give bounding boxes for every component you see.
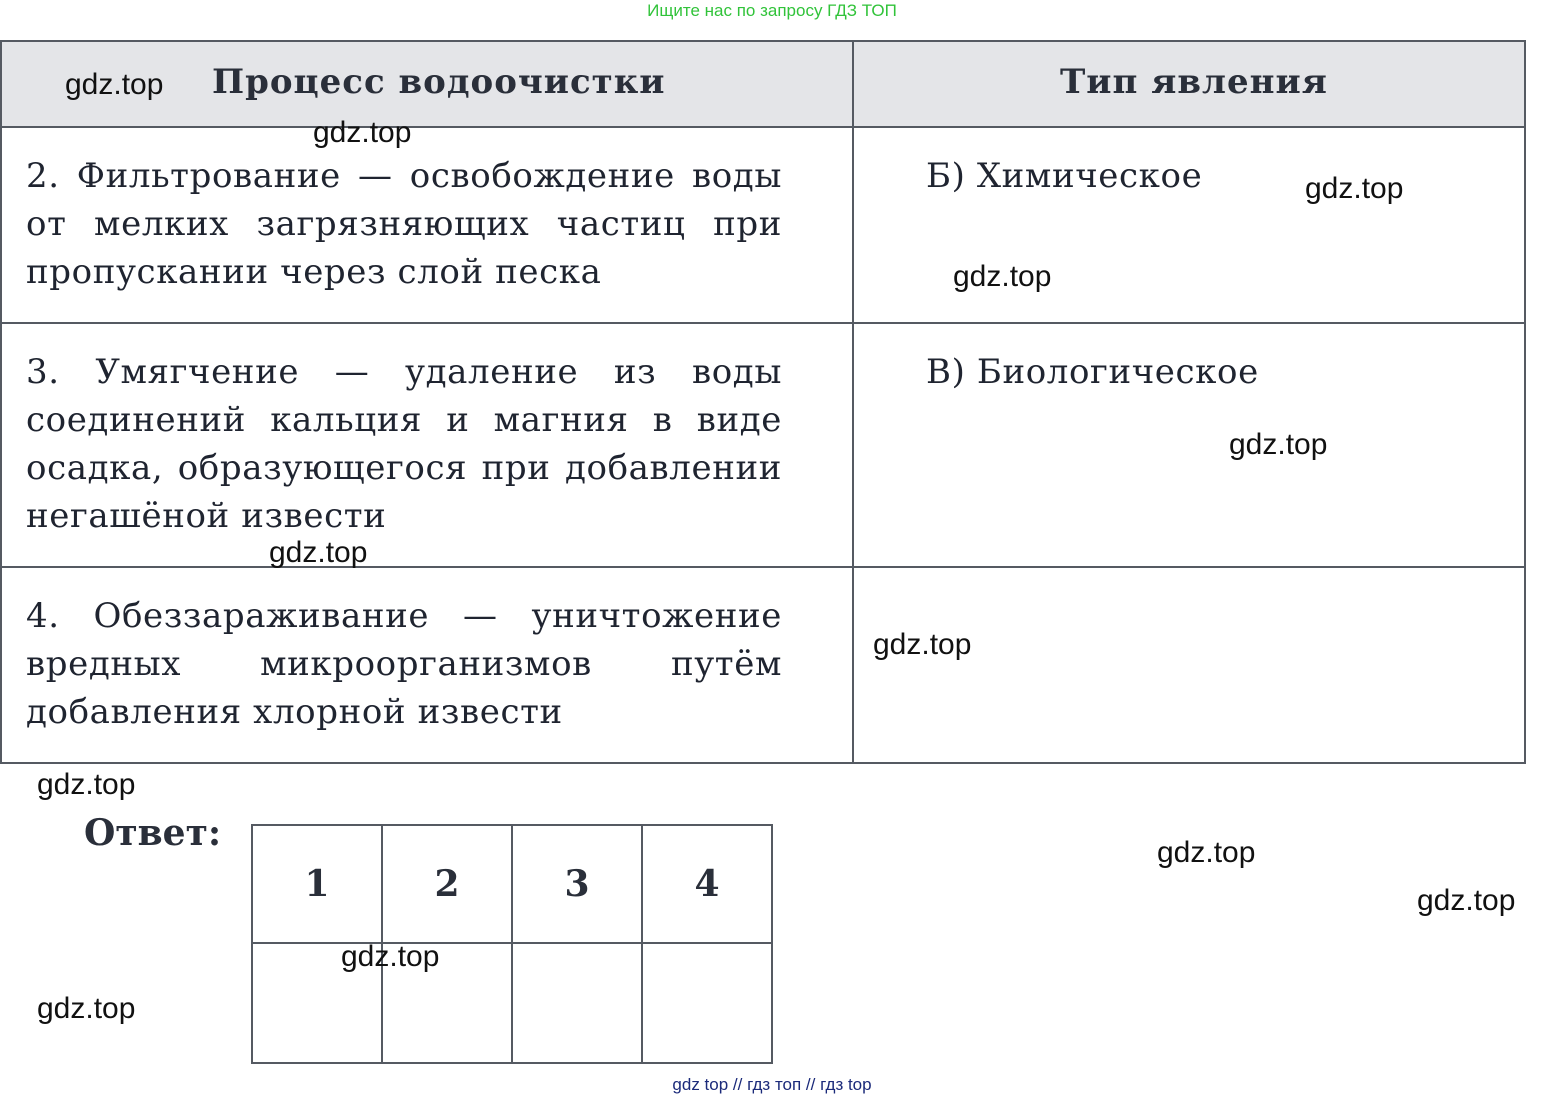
matching-table xyxy=(0,40,1526,764)
watermark: gdz.top xyxy=(341,940,440,973)
answer-number: 4 xyxy=(642,825,772,943)
table-header-row xyxy=(1,41,1525,127)
watermark: gdz.top xyxy=(313,116,412,149)
footer-links: gdz top // гдз топ // гдз top xyxy=(672,1075,872,1094)
answer-cell-3[interactable] xyxy=(512,943,642,1063)
answer-number-row xyxy=(252,825,772,943)
process-cell: 4. Обеззараживание — уничтожение вредных микроорганизмов путём добавления хлорной извести xyxy=(1,567,853,763)
process-cell: 2. Фильтрование — освобождение воды от мелких загрязняющих частиц при пропускании через слой песка xyxy=(1,127,853,323)
answer-number: 3 xyxy=(512,825,642,943)
top-banner: Ищите нас по запросу ГДЗ ТОП xyxy=(647,1,897,20)
answer-cell-4[interactable] xyxy=(642,943,772,1063)
watermark: gdz.top xyxy=(37,768,136,801)
type-cell: В) Биологическое xyxy=(853,323,1525,567)
answer-label: Ответ: xyxy=(84,812,222,854)
watermark: gdz.top xyxy=(1305,172,1404,205)
watermark: gdz.top xyxy=(1417,884,1516,917)
watermark: gdz.top xyxy=(1229,428,1328,461)
answer-number: 2 xyxy=(382,825,512,943)
process-cell: 3. Умягчение — удаление из воды соединений кальция и магния в виде осадка, образующегося при добавлении негашёной извести xyxy=(1,323,853,567)
table-row xyxy=(1,127,1525,323)
watermark: gdz.top xyxy=(37,992,136,1025)
watermark: gdz.top xyxy=(1157,836,1256,869)
watermark: gdz.top xyxy=(65,68,164,101)
header-process: Процесс водоочистки xyxy=(1,41,853,127)
watermark: gdz.top xyxy=(873,628,972,661)
type-cell: Б) Химическое xyxy=(853,127,1525,323)
type-cell xyxy=(853,567,1525,763)
watermark: gdz.top xyxy=(269,536,368,569)
answer-value-row xyxy=(252,943,772,1063)
answer-number: 1 xyxy=(252,825,382,943)
answer-table xyxy=(251,824,773,1064)
header-type: Тип явления xyxy=(853,41,1525,127)
watermark: gdz.top xyxy=(953,260,1052,293)
table-row xyxy=(1,567,1525,763)
